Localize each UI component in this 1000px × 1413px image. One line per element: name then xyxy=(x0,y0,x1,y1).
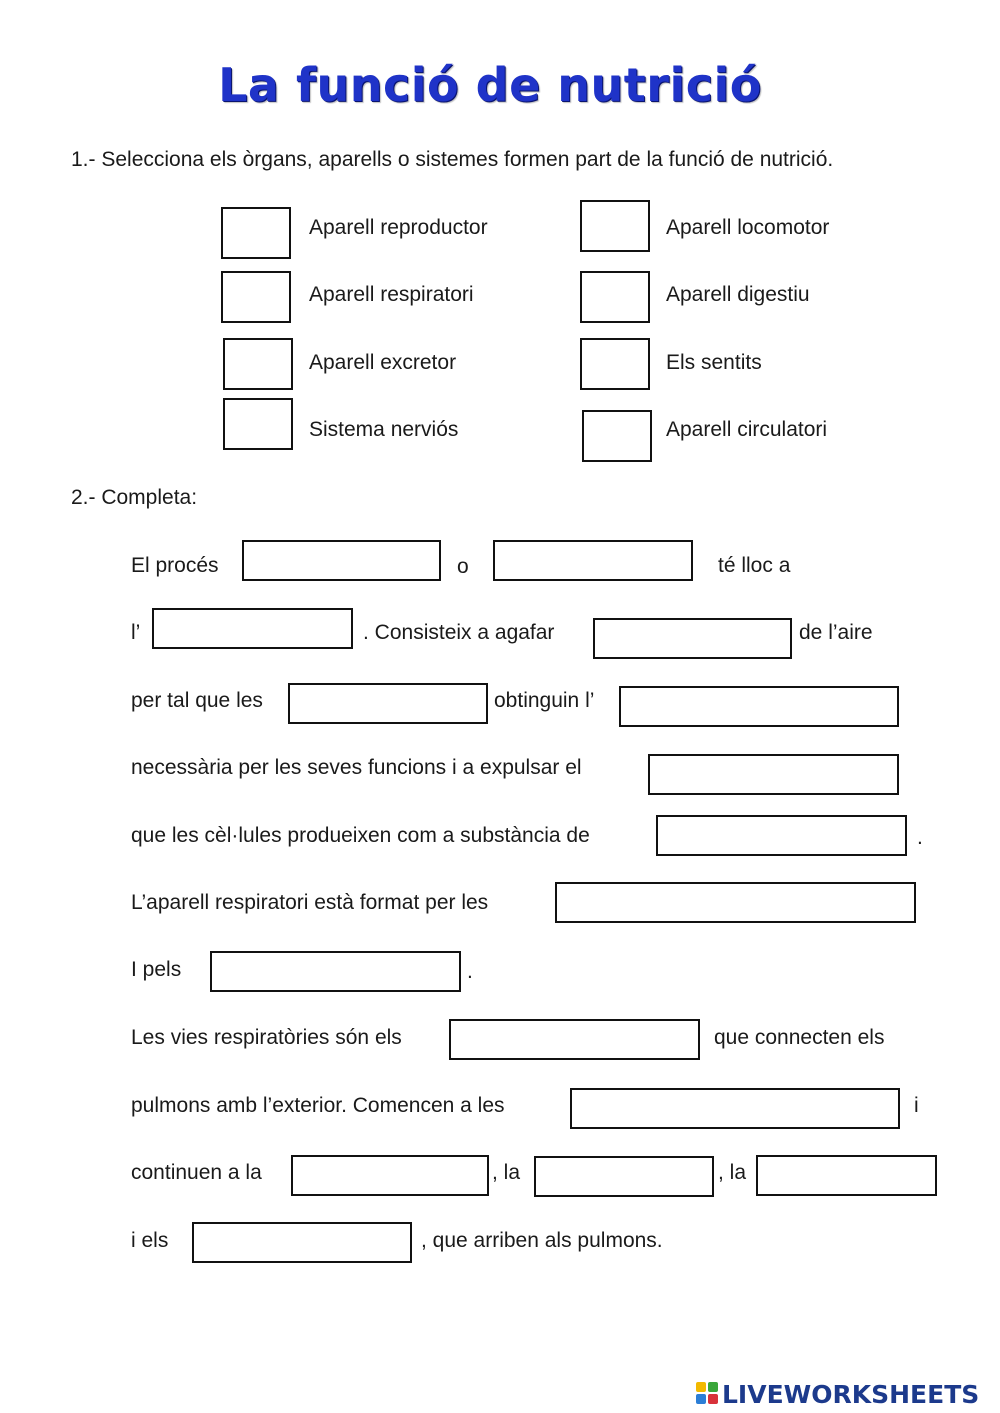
sentence-text: de l’aire xyxy=(799,621,873,644)
sentence-text: que connecten els xyxy=(714,1026,885,1049)
checkbox-aparell-digestiu[interactable] xyxy=(580,271,650,323)
blank-input[interactable] xyxy=(493,540,693,581)
checkbox-els-sentits[interactable] xyxy=(580,338,650,390)
sentence-text: , la xyxy=(718,1161,747,1184)
blank-input[interactable] xyxy=(288,683,488,724)
blank-input[interactable] xyxy=(152,608,353,649)
sentence-text: I pels xyxy=(131,958,182,981)
blank-input[interactable] xyxy=(648,754,899,795)
blank-input[interactable] xyxy=(593,618,792,659)
sentence-text: per tal que les xyxy=(131,689,263,712)
sentence-text: i xyxy=(914,1094,919,1117)
sentence-text: L’aparell respiratori està format per les xyxy=(131,891,489,914)
sentence-text: . Consisteix a agafar xyxy=(363,621,555,644)
sentence-text: l’ xyxy=(131,621,141,644)
option-label: Els sentits xyxy=(666,351,762,374)
sentence-text: Les vies respiratòries són els xyxy=(131,1026,402,1049)
logo-text: LIVEWORKSHEETS xyxy=(722,1379,980,1409)
blank-input[interactable] xyxy=(192,1222,412,1263)
checkbox-aparell-excretor[interactable] xyxy=(223,338,293,390)
sentence-text: necessària per les seves funcions i a expulsar el xyxy=(131,756,582,779)
question-1-prompt: 1.- Selecciona els òrgans, aparells o sistemes formen part de la funció de nutrició. xyxy=(71,148,834,171)
sentence-text: o xyxy=(457,555,469,578)
sentence-text: . xyxy=(917,826,923,849)
sentence-text: que les cèl·lules produeixen com a substància de xyxy=(131,824,590,847)
blank-input[interactable] xyxy=(570,1088,900,1129)
blank-input[interactable] xyxy=(756,1155,937,1196)
option-label: Aparell digestiu xyxy=(666,283,810,306)
checkbox-aparell-respiratori[interactable] xyxy=(221,271,291,323)
blank-input[interactable] xyxy=(242,540,441,581)
option-label: Aparell reproductor xyxy=(309,216,488,239)
sentence-text: El procés xyxy=(131,554,219,577)
liveworksheets-logo-icon xyxy=(696,1382,720,1406)
blank-input[interactable] xyxy=(534,1156,714,1197)
checkbox-sistema-nervios[interactable] xyxy=(223,398,293,450)
option-label: Aparell respiratori xyxy=(309,283,474,306)
sentence-text: té lloc a xyxy=(718,554,791,577)
sentence-text: , que arriben als pulmons. xyxy=(421,1229,663,1252)
blank-input[interactable] xyxy=(555,882,916,923)
sentence-text: i els xyxy=(131,1229,169,1252)
blank-input[interactable] xyxy=(291,1155,489,1196)
option-label: Aparell excretor xyxy=(309,351,457,374)
liveworksheets-logo xyxy=(696,1378,979,1410)
sentence-text: pulmons amb l’exterior. Comencen a les xyxy=(131,1094,505,1117)
blank-input[interactable] xyxy=(619,686,899,727)
checkbox-aparell-circulatori[interactable] xyxy=(582,410,652,462)
option-label: Aparell circulatori xyxy=(666,418,828,441)
checkbox-aparell-locomotor[interactable] xyxy=(580,200,650,252)
worksheet-title: La funció de nutrició xyxy=(218,58,762,112)
sentence-text: . xyxy=(467,960,473,983)
checkbox-aparell-reproductor[interactable] xyxy=(221,207,291,259)
sentence-text: , la xyxy=(492,1161,521,1184)
sentence-text: continuen a la xyxy=(131,1161,262,1184)
blank-input[interactable] xyxy=(656,815,907,856)
question-2-prompt: 2.- Completa: xyxy=(71,486,198,509)
blank-input[interactable] xyxy=(210,951,461,992)
option-label: Sistema nerviós xyxy=(309,418,459,441)
sentence-text: obtinguin l’ xyxy=(494,689,595,712)
option-label: Aparell locomotor xyxy=(666,216,830,239)
blank-input[interactable] xyxy=(449,1019,700,1060)
